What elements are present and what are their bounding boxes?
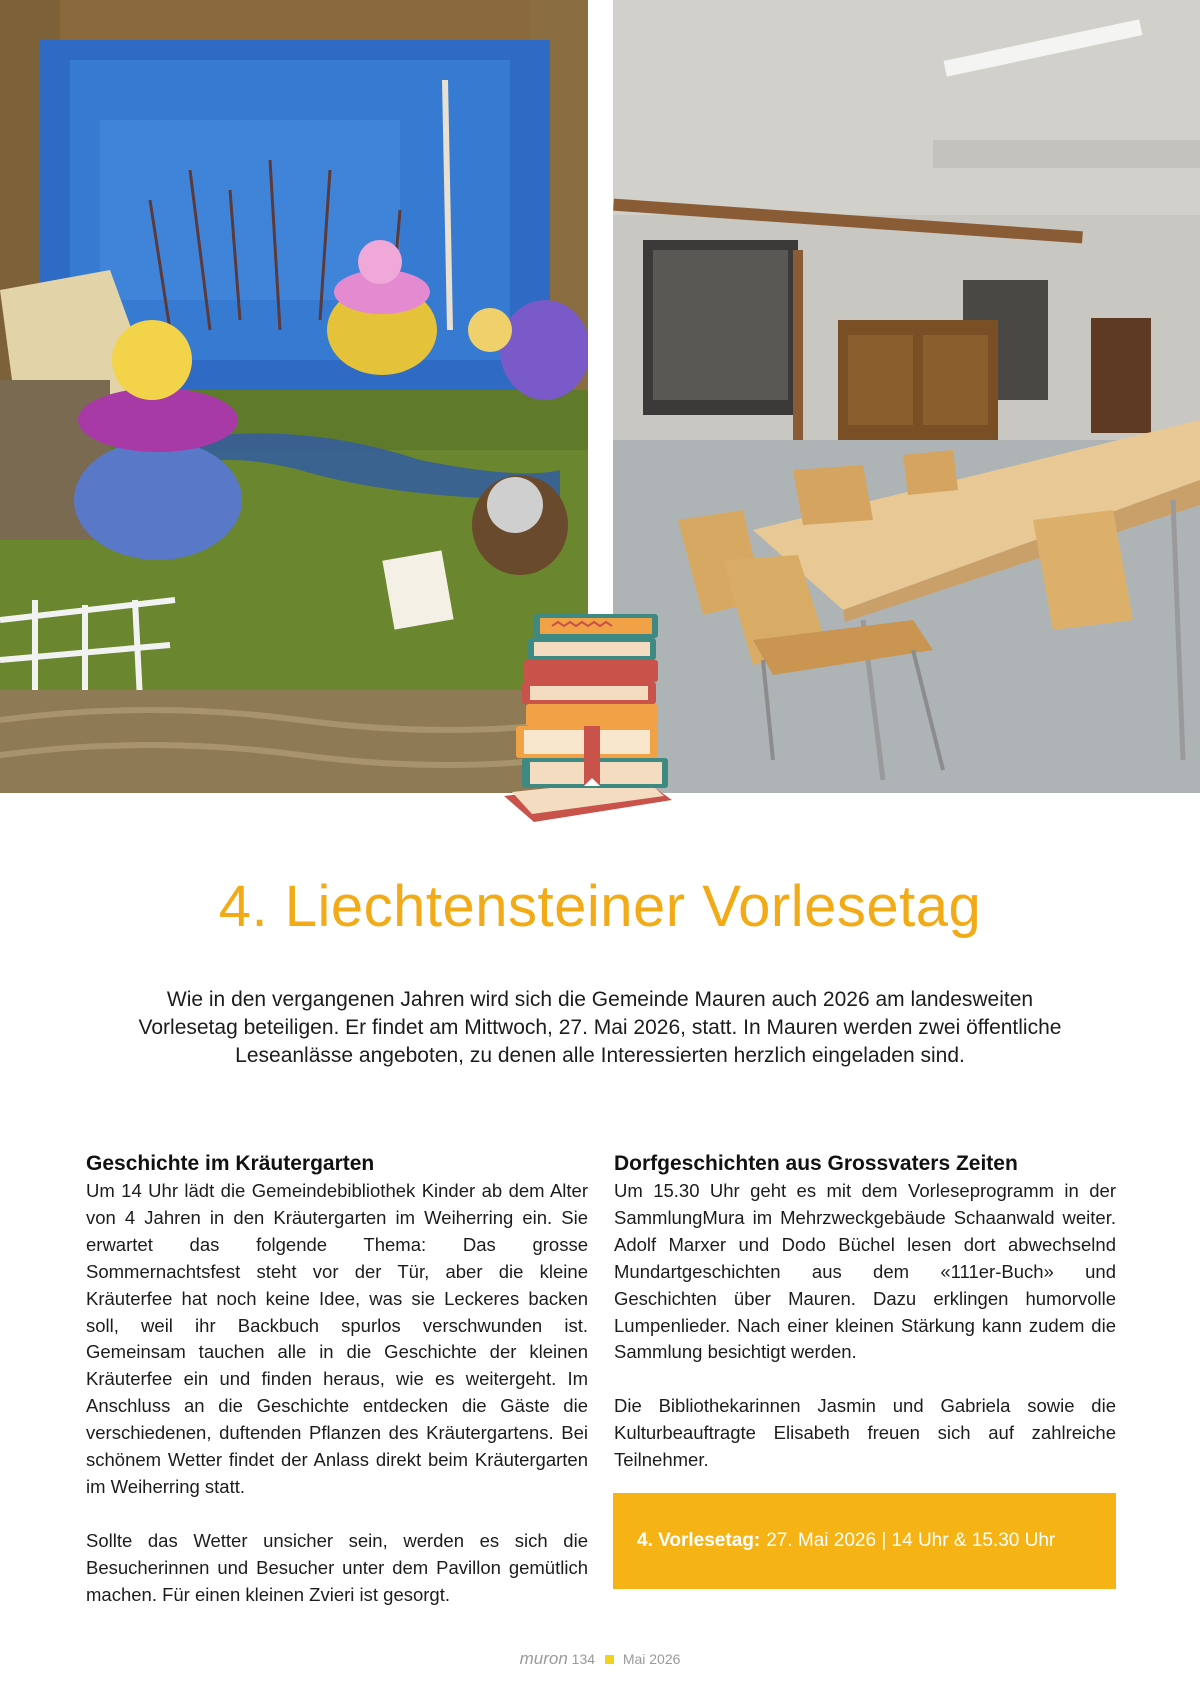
intro-line: Wie in den vergangenen Jahren wird sich die Gemeinde Mauren auch 2026 am landesweiten — [166, 988, 1034, 1011]
section-paragraph: Sollte das Wetter unsicher sein, werden es sich die Besucherinnen und Besucher unter dem Pavillon gemütlich machen. Für einen kleinen Zvieri ist gesorgt. — [86, 1529, 588, 1605]
footer-square-icon — [605, 1655, 614, 1664]
article-title: 4. Liechtensteiner Vorlesetag — [218, 874, 982, 939]
intro-line: Leseanlässe angeboten, zu denen alle Interessierten herzlich eingeladen sind. — [235, 1044, 965, 1067]
herb-garden-section — [86, 1150, 588, 1608]
issue-date: Mai 2026 — [622, 1651, 681, 1667]
section-heading: Geschichte im Kräutergarten — [86, 1152, 375, 1175]
section-paragraph: Die Bibliothekarinnen Jasmin und Gabriela sowie die Kulturbeauftragte Elisabeth freuen sich auf zahlreiche Teilnehmer. — [614, 1395, 1116, 1471]
village-stories-section — [614, 1150, 1116, 1474]
book-stack-illustration — [494, 600, 680, 832]
page-footer — [0, 1649, 1200, 1669]
magazine-brand: muron — [519, 1649, 568, 1668]
section-heading: Dorfgeschichten aus Grossvaters Zeiten — [614, 1152, 1018, 1175]
intro-line: Vorlesetag beteiligen. Er findet am Mittwoch, 27. Mai 2026, statt. In Mauren werden zwei öffentliche — [138, 1016, 1062, 1039]
meeting-room-photo — [613, 0, 1200, 793]
event-date-banner — [613, 1493, 1116, 1589]
section-paragraph: Um 14 Uhr lädt die Gemeindebibliothek Kinder ab dem Alter von 4 Jahren in den Kräutergarten im Weiherring ein. Sie erwartet das folgende Thema: Das grosse Sommernachtsfest steht vor der Tür, aber die kleine Kräuterfee hat noch keine Idee, was sie Leckeres backen soll, weil ihr Backbuch spurlos verschwunden ist. Gemeinsam tauchen alle in die Geschichte der kleinen Kräuterfee ein und finden heraus, wie es weitergeht. Im Anschluss an die Geschichte entdecken die Gäste die verschiedenen, duftenden Pflanzen des Kräutergartens. Bei schönem Wetter findet der Anlass direkt beim Kräutergarten im Weiherring statt. — [86, 1180, 588, 1497]
intro-text — [100, 986, 1100, 1070]
issue-number: 134 — [571, 1651, 596, 1667]
section-paragraph: Um 15.30 Uhr geht es mit dem Vorleseprogramm in der SammlungMura im Mehrzweckgebäude Schaanwald weiter. Adolf Marxer und Dodo Büchel lesen dort abwechselnd Mundartgeschichten aus dem «111er-Buch» und Geschichten über Mauren. Dazu erklingen humorvolle Lumpenlieder. Nach einer kleinen Stärkung kann zudem die Sammlung besichtigt werden. — [614, 1180, 1116, 1363]
banner-label: 4. Vorlesetag: — [637, 1530, 761, 1551]
banner-text: 27. Mai 2026 | 14 Uhr & 15.30 Uhr — [766, 1530, 1056, 1551]
